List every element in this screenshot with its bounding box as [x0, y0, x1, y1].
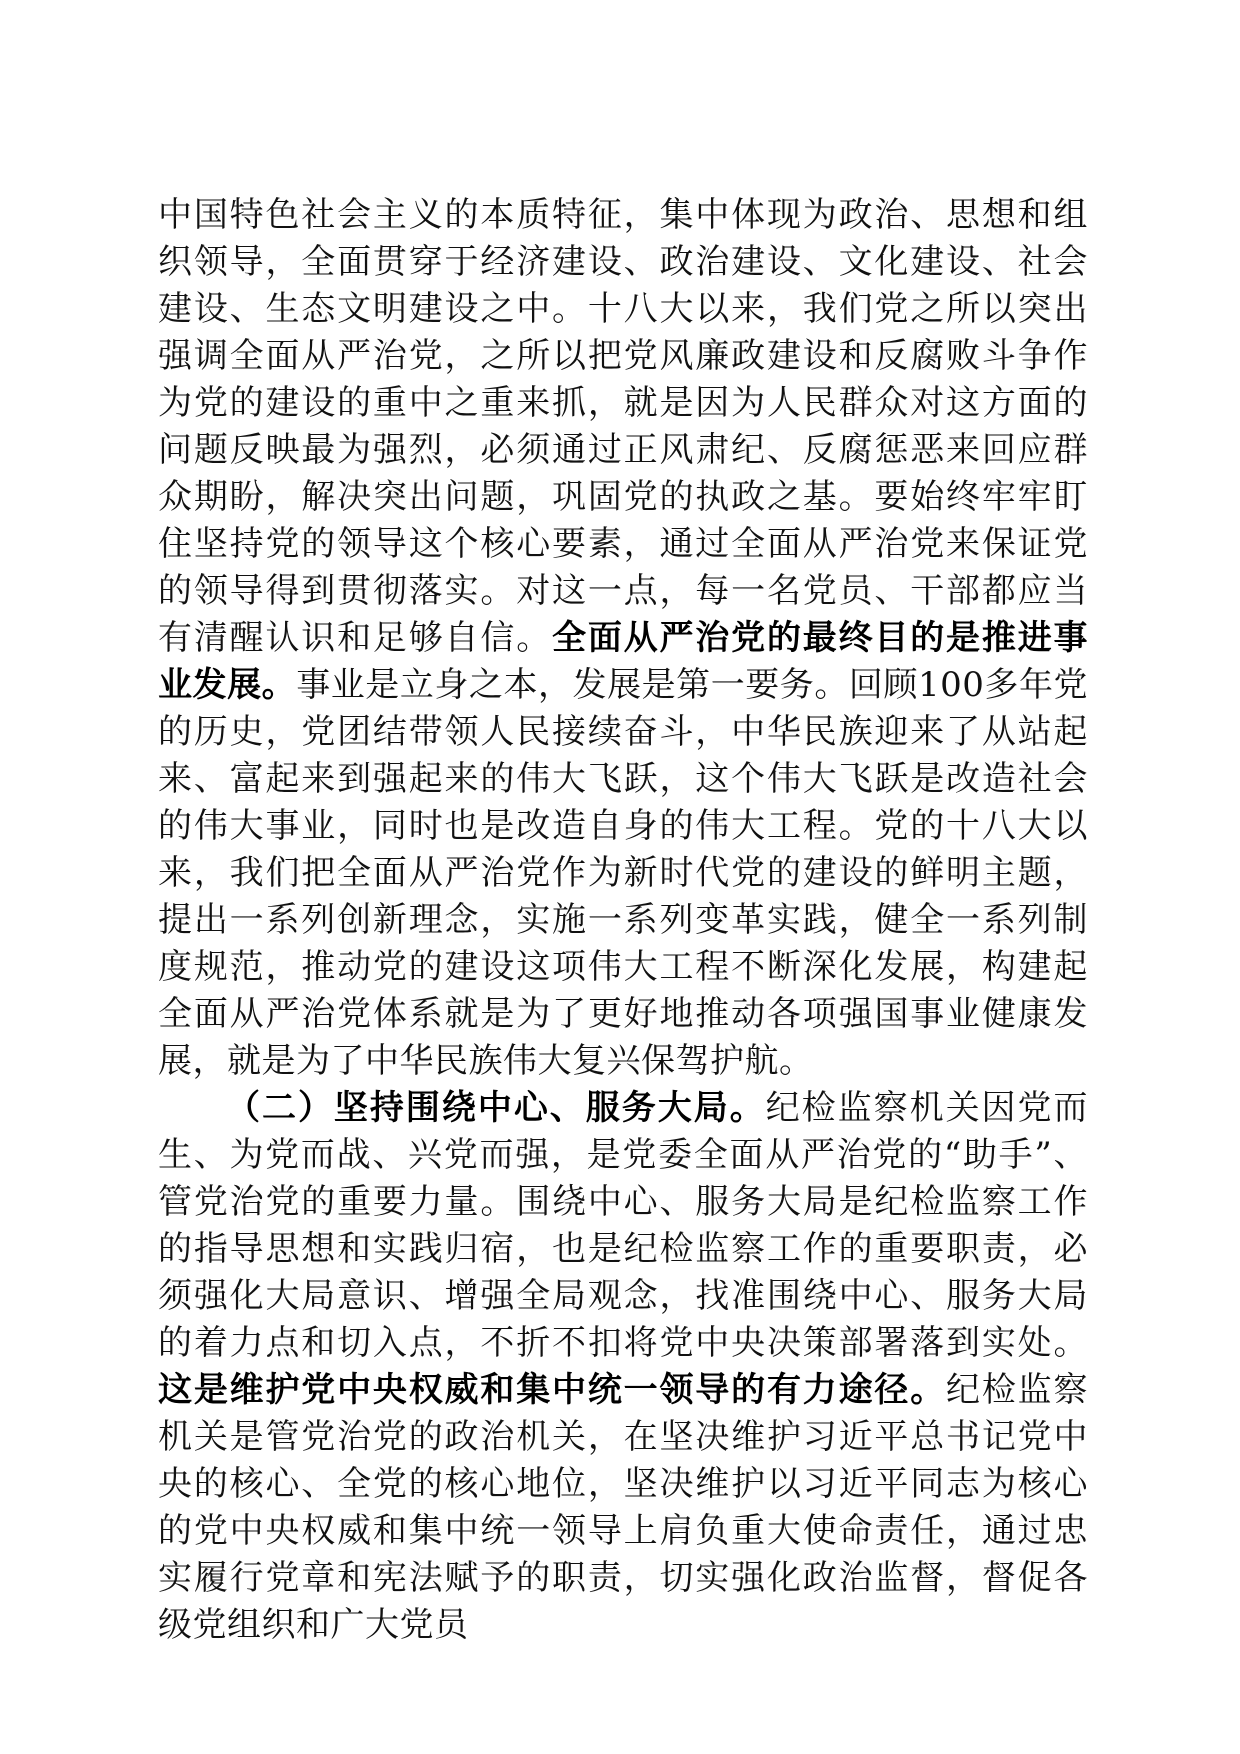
bold-heading-authority: 这是维护党中央权威和集中统一领导的有力途径。 — [158, 1370, 947, 1410]
body-text — [158, 192, 1088, 1649]
paragraph-section-two — [158, 1085, 1088, 1649]
paragraph-party-leadership — [158, 192, 1088, 1085]
text-segment: 中国特色社会主义的本质特征，集中体现为政治、思想和组织领导，全面贯穿于经济建设、政治建设、文化建设、社会建设、生态文明建设之中。十八大以来，我们党之所以突出强调全面从严治党，之所以把党风廉政建设和反腐败斗争作为党的建设的重中之重来抓，就是因为人民群众对这方面的问题反映最为强烈，必须通过正风肃纪、反腐惩恶来回应群众期盼，解决突出问题，巩固党的执政之基。要始终牢牢盯住坚持党的领导这个核心要素，通过全面从严治党来保证党的领导得到贯彻落实。对这一点，每一名党员、干部都应当有清醒认识和足够自信。 — [158, 195, 1088, 658]
section-heading-two: （二）坚持围绕中心、服务大局。 — [226, 1088, 766, 1128]
text-segment: 纪检监察机关因党而生、为党而战、兴党而强，是党委全面从严治党的“助手”、管党治党的重要力量。围绕中心、服务大局是纪检监察工作的指导思想和实践归宿，也是纪检监察工作的重要职责，必须强化大局意识、增强全局观念，找准围绕中心、服务大局的着力点和切入点，不折不扣将党中央决策部署落到实处。 — [158, 1088, 1089, 1363]
bold-heading-ultimate-goal: 全面从严治党的最终目的是推进事业发展。 — [158, 618, 1089, 705]
text-segment: 事业是立身之本，发展是第一要务。回顾100多年党的历史，党团结带领人民接续奋斗，中华民族迎来了从站起来、富起来到强起来的伟大飞跃，这个伟大飞跃是改造社会的伟大事业，同时也是改造自身的伟大工程。党的十八大以来，我们把全面从严治党作为新时代党的建设的鲜明主题，提出一系列创新理念，实施一系列变革实践，健全一系列制度规范，推动党的建设这项伟大工程不断深化发展，构建起全面从严治党体系就是为了更好地推动各项强国事业健康发展，就是为了中华民族伟大复兴保驾护航。 — [158, 665, 1089, 1081]
text-segment: 纪检监察机关是管党治党的政治机关，在坚决维护习近平总书记党中央的核心、全党的核心地位，坚决维护以习近平同志为核心的党中央权威和集中统一领导上肩负重大使命责任，通过忠实履行党章和宪法赋予的职责，切实强化政治监督，督促各级党组织和广大党员 — [158, 1370, 1089, 1645]
